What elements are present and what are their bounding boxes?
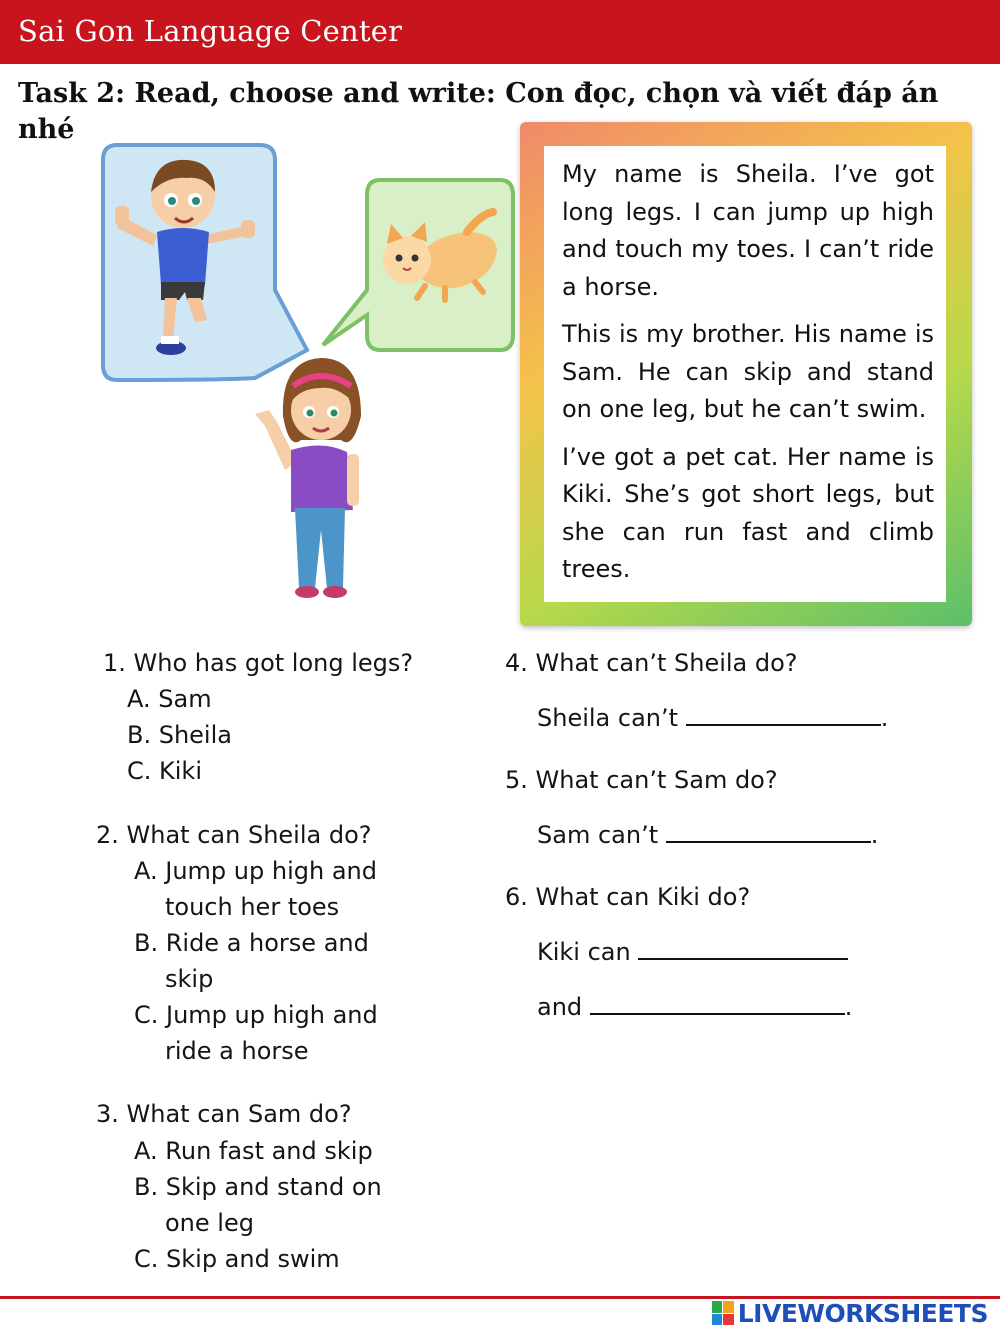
story-paragraph-1: My name is Sheila. I’ve got long legs. I can jump up high and touch my toes. I can’t ride a horse.	[562, 160, 934, 301]
question-6-answer-row-1	[537, 934, 848, 970]
question-1-option-c[interactable]: C. Kiki	[127, 757, 202, 785]
question-2-option-b-cont[interactable]: skip	[165, 965, 214, 993]
question-1-option-b[interactable]: B. Sheila	[127, 721, 232, 749]
question-3-option-b-cont[interactable]: one leg	[165, 1209, 254, 1237]
question-2-option-a[interactable]: A. Jump up high and	[134, 857, 377, 885]
question-5-answer-blank[interactable]	[666, 819, 871, 843]
question-6-answer-blank-2[interactable]	[590, 991, 845, 1015]
question-2: 2. What can Sheila do?	[96, 821, 372, 849]
liveworksheets-logo	[712, 1296, 988, 1330]
task-title: Task 2: Read, choose and write: Con đọc, chọn và viết đáp án nhé	[18, 78, 939, 145]
question-5-answer-prefix: Sam can’t	[537, 821, 659, 849]
story-frame	[520, 122, 972, 626]
question-6: 6. What can Kiki do?	[505, 883, 751, 911]
story-text-box	[544, 146, 946, 602]
question-2-option-b[interactable]: B. Ride a horse and	[134, 929, 369, 957]
question-3: 3. What can Sam do?	[96, 1100, 352, 1128]
liveworksheets-logo-icon	[712, 1301, 734, 1325]
header-title: Sai Gon Language Center	[18, 14, 403, 48]
question-5-answer-row	[537, 817, 878, 853]
question-1-option-a[interactable]: A. Sam	[127, 685, 212, 713]
question-6-and-prefix: and	[537, 993, 583, 1021]
story-illustration	[95, 140, 520, 610]
question-6-answer-prefix: Kiki can	[537, 938, 631, 966]
question-4-answer-blank[interactable]	[686, 702, 881, 726]
question-3-option-c[interactable]: C. Skip and swim	[134, 1245, 340, 1273]
story-paragraph-3: I’ve got a pet cat. Her name is Kiki. She’s got short legs, but she can run fast and climb trees.	[562, 442, 934, 583]
header-bar	[0, 0, 1000, 64]
story-paragraph-2: This is my brother. His name is Sam. He can skip and stand on one leg, but he can’t swim.	[562, 320, 934, 423]
girl-figure	[255, 358, 361, 598]
question-6-answer-row-2	[537, 989, 852, 1025]
logo-text: LIVEWORKSHEETS	[737, 1298, 988, 1328]
question-6-answer-blank-1[interactable]	[638, 936, 848, 960]
question-3-option-b[interactable]: B. Skip and stand on	[134, 1173, 382, 1201]
question-4-answer-prefix: Sheila can’t	[537, 704, 679, 732]
question-5-answer-end: .	[870, 821, 879, 849]
question-4-answer-end: .	[880, 704, 889, 732]
question-2-option-c-cont[interactable]: ride a horse	[165, 1037, 309, 1065]
question-5: 5. What can’t Sam do?	[505, 766, 778, 794]
question-6-answer-end: .	[844, 993, 853, 1021]
question-3-option-a[interactable]: A. Run fast and skip	[134, 1137, 373, 1165]
question-4: 4. What can’t Sheila do?	[505, 649, 798, 677]
question-4-answer-row	[537, 700, 888, 736]
question-2-option-a-cont[interactable]: touch her toes	[165, 893, 340, 921]
question-1: 1. Who has got long legs?	[103, 649, 414, 677]
question-2-option-c[interactable]: C. Jump up high and	[134, 1001, 378, 1029]
